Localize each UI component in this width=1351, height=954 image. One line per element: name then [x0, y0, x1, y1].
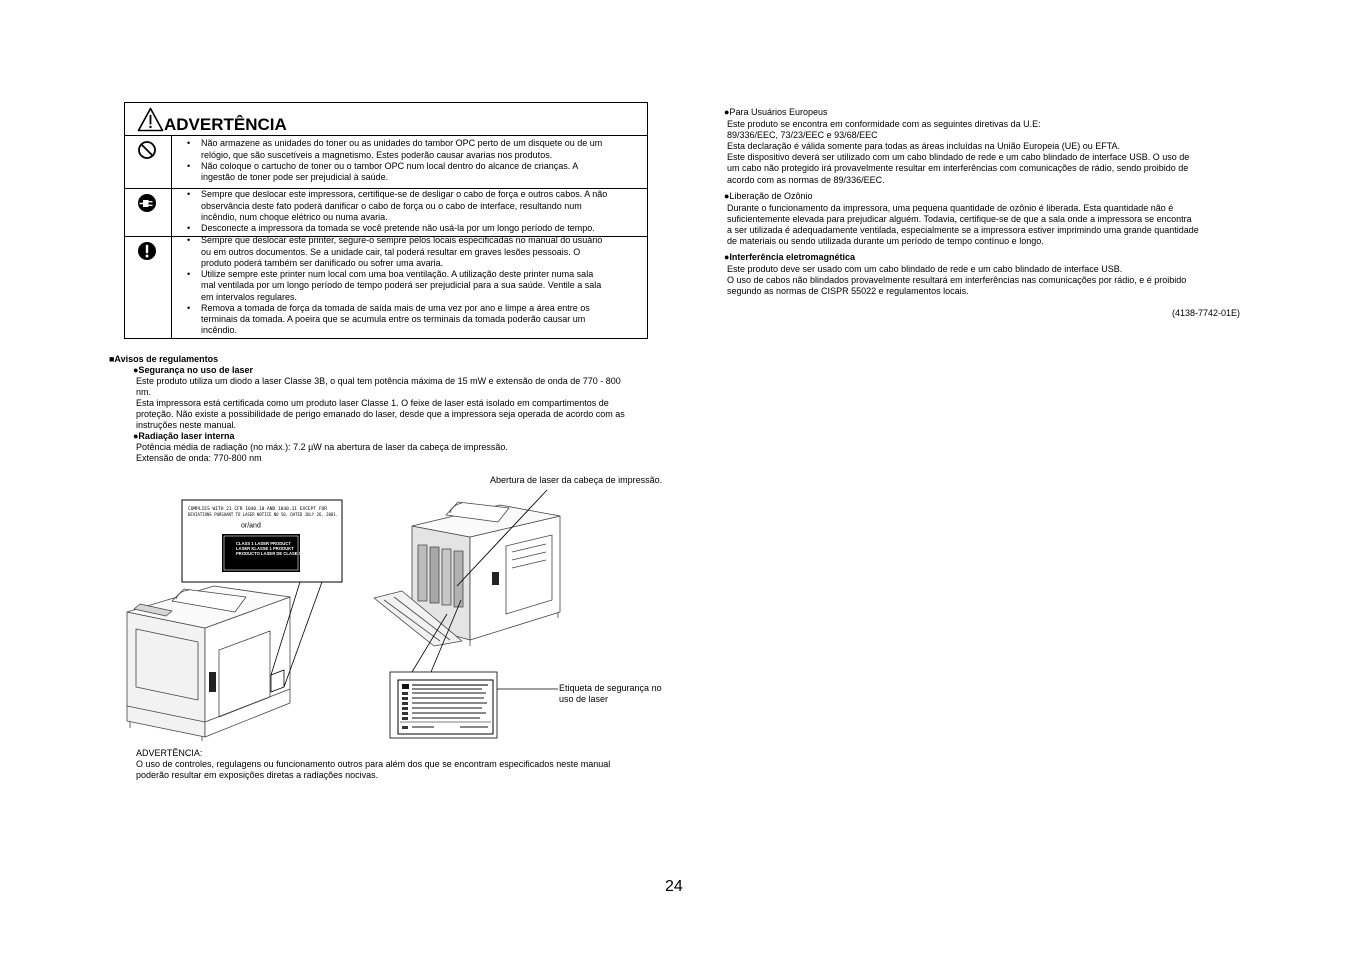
page-number: 24: [665, 878, 683, 895]
text-line: • Não armazene as unidades do toner ou as unidades do tambor OPC perto de um disquete ou de um: [201, 138, 603, 149]
text-line: • Sempre que deslocar este printer, segure-o sempre pelos locais especificadas no manual do usuário: [201, 235, 603, 246]
warning-icon-cell: [125, 189, 172, 236]
text-line: • Não coloque o cartucho de toner ou o tambor OPC num local dentro do alcance de crianças. A: [201, 160, 579, 171]
warning-text-cell: [172, 136, 647, 183]
warning-bullet-item: [172, 223, 647, 234]
text-line: um cabo não protegido irá provavelmente resultar em interferências com comunicações de rádio, sendo proibido de: [727, 163, 1189, 174]
text-line: acordo com as normas de 89/336/EEC.: [727, 174, 885, 185]
caution-heading: ADVERTÊNCIA:: [136, 747, 203, 758]
safety-label-caption: [559, 683, 662, 705]
prohibition-icon: [137, 140, 157, 160]
ozone-text: [727, 203, 1199, 248]
class-label-line: LASER KLASSE 1 PRODUKT: [236, 546, 294, 551]
text-line: observância deste fato poderá danificar o cabo de força ou o cabo de interface, resultando num: [201, 200, 582, 211]
right-printer-illustration: [374, 502, 560, 646]
warning-bullet-item: [172, 189, 647, 223]
class-label-line: PRODUCTO LASER DE CLASE 1: [236, 551, 302, 556]
unplug-icon: [137, 193, 157, 213]
text-line: em intervalos regulares.: [201, 291, 298, 302]
text-line: Potência média de radiação (no máx.): 7.2 µW na abertura de laser da cabeça de impressão.: [136, 441, 508, 452]
compliance-label: [182, 500, 359, 582]
regulations-heading: ■Avisos de regulamentos: [109, 353, 219, 364]
text-line: a ser utilizada é adequadamente ventilada, especialmente se a impressora estiver imprimindo uma grande quantidade: [727, 225, 1199, 235]
warning-text-cell: [172, 235, 647, 336]
left-printer-illustration: [127, 586, 290, 741]
warning-row-unplug: [125, 188, 647, 236]
text-line: • Remova a tomada de força da tomada de saída mais de uma vez por ano e limpe a área entre os: [201, 302, 590, 313]
text-line: incêndio.: [201, 325, 238, 336]
laser-safety-text: [136, 376, 625, 431]
text-line: Este dispositivo deverá ser utilizado com um cabo blindado de rede e um cabo blindado de interface USB. O uso de: [727, 152, 1190, 163]
europe-heading: ●Para Usuários Europeus: [724, 107, 828, 118]
ozone-heading: ●Liberação de Ozônio: [724, 191, 813, 202]
exclamation-icon: [137, 241, 157, 261]
internal-radiation-text: [136, 442, 508, 464]
text-line: terminais da tomada. A poeira que se acumula entre os terminais da tomada poderão causar um: [201, 314, 586, 325]
text-line: nm.: [136, 386, 152, 397]
text-line: • Utilize sempre este printer num local com uma boa ventilação. A utilização deste printer numa sala: [201, 269, 594, 280]
text-line: uso de laser: [559, 693, 609, 704]
text-line: mal ventilada por um longo período de tempo poderá ser prejudicial para a sua saúde. Ventile a sala: [201, 280, 602, 291]
warning-text-cell: [172, 189, 647, 234]
text-line: ingestão de toner pode ser prejudicial à saúde.: [201, 172, 389, 183]
compliance-separator: or/and: [241, 522, 261, 530]
text-line: Etiqueta de segurança no: [559, 682, 662, 693]
text-line: Este produto deve ser usado com um cabo blindado de rede e um cabo blindado de interface USB.: [727, 263, 1123, 274]
class-label-line: CLASS 1 LASER PRODUCT: [236, 541, 291, 546]
warning-bullet-item: [172, 161, 647, 184]
aperture-caption: Abertura de laser da cabeça de impressão.: [490, 474, 663, 485]
text-line: proteção. Não existe a possibilidade de perigo emanado do laser, desde que a impressora seja operada de acordo com as: [136, 408, 625, 419]
text-line: segundo as normas de CISPR 55022 e regulamentos locais.: [727, 286, 969, 296]
text-line: poderão resultar em exposições diretas a radiações nocivas.: [136, 769, 379, 780]
warning-bullet-item: [172, 269, 647, 303]
text-line: Esta impressora está certificada como um produto laser Classe 1. O feixe de laser está isolado em compartimentos de: [136, 397, 609, 408]
compliance-text-line: COMPLIES WITH 21 CFR 1040.10 AND 1040.11 EXCEPT FOR: [188, 507, 327, 512]
text-line: incêndio, num choque elétrico ou numa avaria.: [201, 211, 388, 222]
caution-text: [136, 759, 610, 781]
warning-title: ADVERTÊNCIA: [164, 114, 287, 134]
text-line: relógio, que são suscetíveis a magnetismo. Estes poderão causar avarias nos produtos.: [201, 149, 553, 160]
text-line: de materiais ou sendo utilizada durante um período de tempo contínuo e longo.: [727, 236, 1044, 247]
text-line: Durante o funcionamento da impressora, uma pequena quantidade de ozônio é liberada. Esta quantidade não é: [727, 202, 1174, 213]
warning-box: [124, 102, 648, 339]
warning-row-handling: [125, 236, 647, 338]
text-line: suficientemente elevada para prejudicar alguém. Todavia, certifique-se de que a sala onde a impressora se encontra: [727, 213, 1192, 224]
internal-radiation-heading: ●Radiação laser interna: [133, 430, 235, 441]
text-line: O uso de cabos não blindados provavelmente resultará em interferências nas comunicações por rádio, e é proibido: [727, 274, 1187, 285]
warning-triangle-icon: [137, 107, 164, 132]
warning-icon-cell: [125, 237, 172, 338]
text-line: Este produto utiliza um diodo a laser Classe 3B, o qual tem potência máxima de 15 mW e extensão de onda de 770 - 800: [136, 375, 621, 386]
emi-heading: ●Interferência eletromagnética: [724, 252, 855, 263]
text-line: instruções neste manual.: [136, 419, 237, 430]
text-line: • Desconecte a impressora da tomada se você pretende não usá-la por um longo período de tempo.: [201, 223, 595, 234]
warning-icon-cell: [125, 136, 172, 188]
text-line: ou em outros documentos. Se a unidade cair, tal poderá resultar em graves lesões pessoais. O: [201, 246, 581, 257]
text-line: • Sempre que deslocar este impressora, certifique-se de desligar o cabo de força e outros cabos. A não: [201, 189, 608, 200]
safety-label: [390, 672, 497, 738]
warning-bullet-item: [172, 303, 647, 337]
text-line: Este produto se encontra em conformidade com as seguintes diretivas da U.E:: [727, 118, 1041, 129]
text-line: O uso de controles, regulagens ou funcionamento outros para além dos que se encontram especificados neste manual: [136, 758, 611, 769]
text-line: Extensão de onda: 770-800 nm: [136, 452, 262, 463]
text-line: produto poderá também ser danificado ou sofrer uma avaria.: [201, 257, 444, 268]
warning-bullet-item: [172, 235, 647, 269]
laser-safety-heading: ●Segurança no uso de laser: [133, 364, 253, 375]
text-line: Esta declaração é válida somente para todas as áreas incluídas na União Europeia (UE) ou EFTA.: [727, 141, 1121, 151]
document-code: (4138-7742-01E): [1171, 308, 1240, 319]
warning-row-storage: [125, 135, 647, 188]
warning-bullet-item: [172, 138, 647, 161]
text-line: 89/336/EEC, 73/23/EEC e 93/68/EEC: [727, 129, 878, 140]
emi-text: [727, 264, 1186, 298]
compliance-text-line: DEVIATIONS PURSUANT TO LASER NOTICE NO 50, DATED JULY 26, 2001.: [188, 513, 359, 518]
laser-label-figure: [120, 486, 690, 748]
europe-text: [727, 119, 1189, 186]
